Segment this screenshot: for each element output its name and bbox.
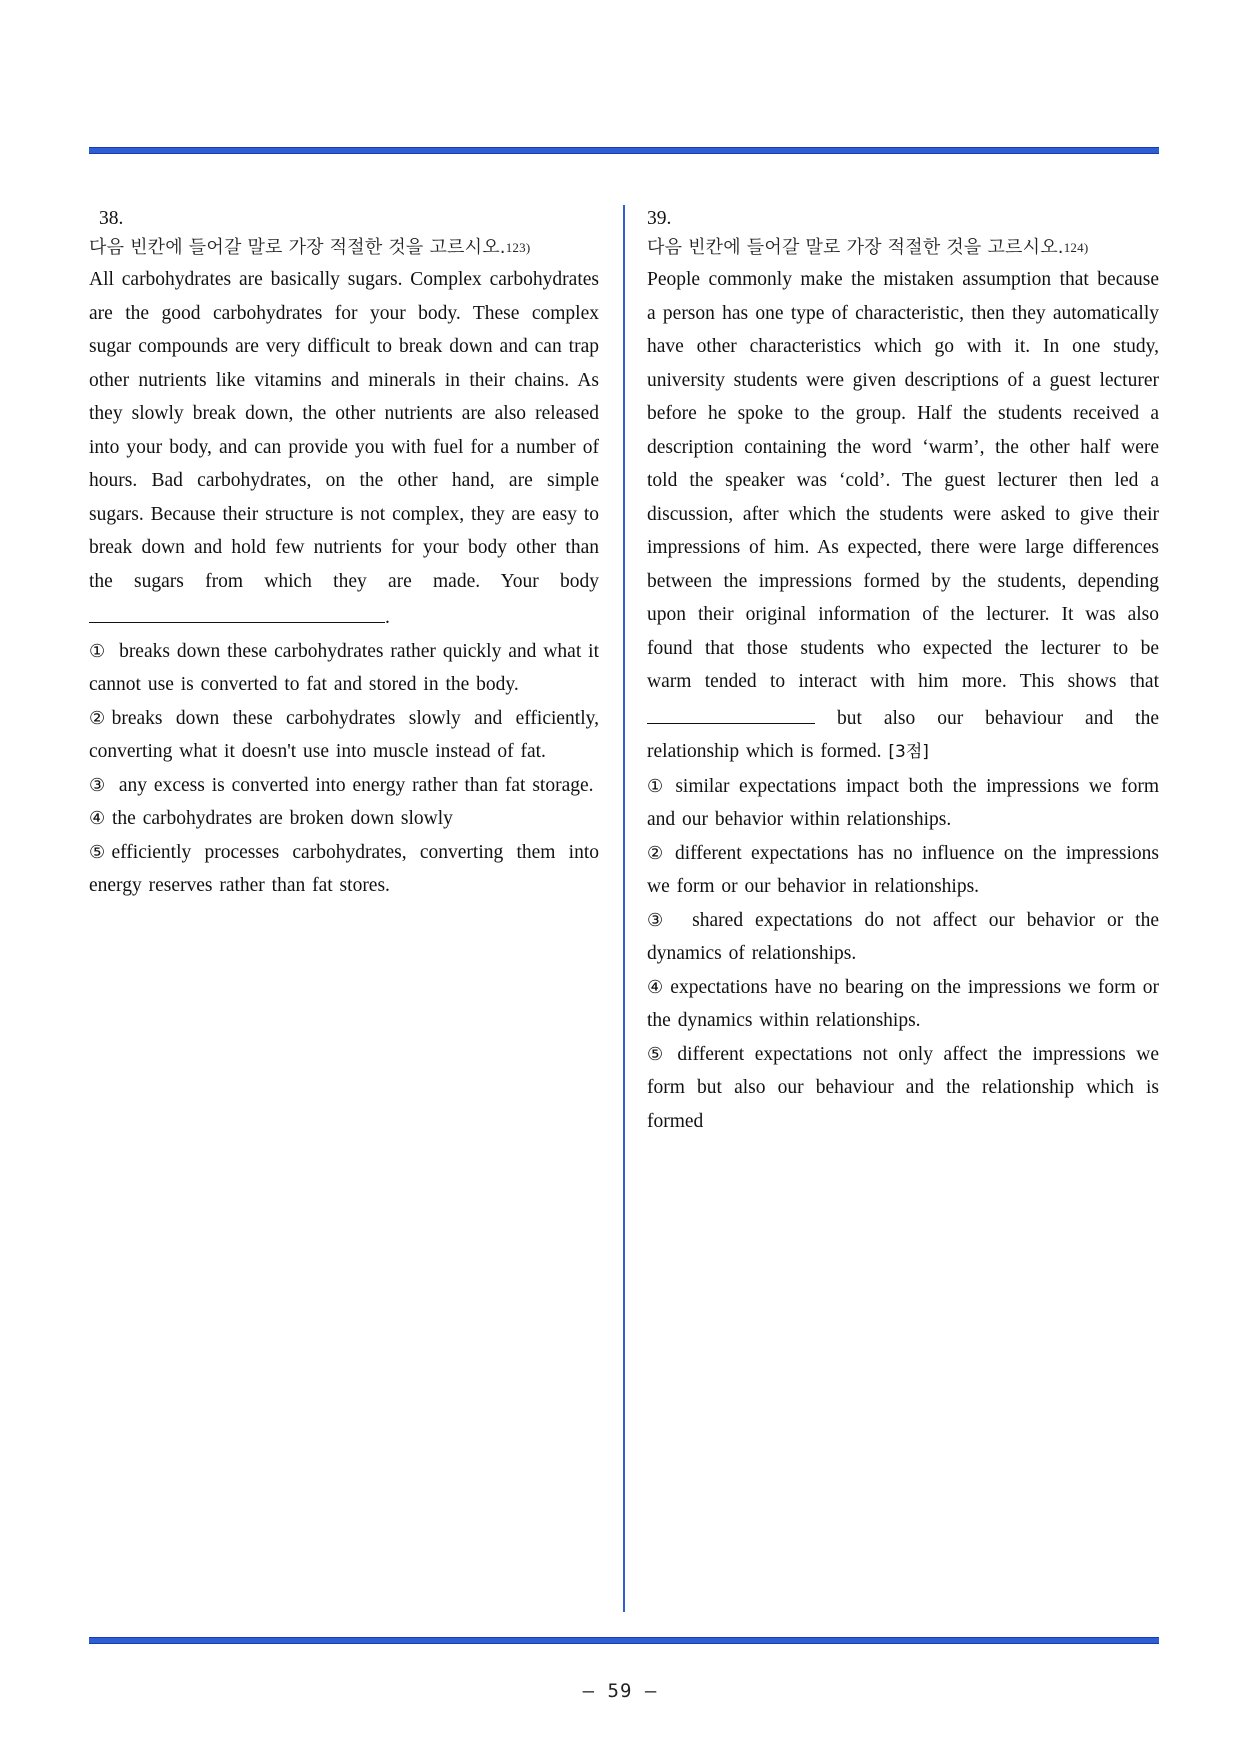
header-rule <box>89 147 1159 154</box>
choice-marker: ⑤ <box>647 1043 667 1065</box>
choice-text: breaks down these carbohydrates slowly and efficiently, converting what it doesn't use into muscle instead of fat. <box>89 707 599 762</box>
choice-text: any excess is converted into energy rather than fat storage. <box>118 774 594 796</box>
choice-text: breaks down these carbohydrates rather quickly and what it cannot use is converted to fat and stored in the body. <box>89 640 600 695</box>
choice-4[interactable] <box>89 802 599 836</box>
choice-3[interactable] <box>647 904 1159 971</box>
choice-3[interactable] <box>89 769 599 803</box>
choice-list <box>89 635 599 903</box>
choice-text: expectations have no bearing on the impressions we form or the dynamics within relationships. <box>647 976 1160 1031</box>
answer-blank <box>647 699 815 724</box>
choice-5[interactable] <box>647 1038 1159 1139</box>
choice-text: efficiently processes carbohydrates, converting them into energy reserves rather than fat stores. <box>89 841 600 896</box>
page-number: – 59 – <box>582 1680 658 1702</box>
choice-2[interactable] <box>89 702 599 769</box>
question-number: 38. <box>99 208 124 229</box>
choice-marker: ① <box>647 775 666 797</box>
choice-marker: ④ <box>647 976 664 998</box>
choice-1[interactable] <box>89 635 599 702</box>
choice-marker: ② <box>647 842 666 864</box>
choice-marker: ④ <box>89 808 106 829</box>
choice-marker: ③ <box>647 909 669 931</box>
instruction-text: 다음 빈칸에 들어갈 말로 가장 적절한 것을 고르시오. <box>89 237 506 258</box>
footer-rule <box>89 1637 1159 1644</box>
passage <box>89 263 599 635</box>
question-instruction <box>89 233 599 263</box>
passage-text: People commonly make the mistaken assumption that because a person has one type of characteristic, then they automatically have other characteristics which go with it. In one study, university students were given descriptions of a guest lecturer before he spoke to the group. Half the students received a description containing the word ‘warm’, the other half were told the speaker was ‘cold’. The guest lecturer then led a discussion, after which the students were asked to give their impressions of him. As expected, there were large differences between the impressions formed by the students, depending upon their original information of the lecturer. It was also found that those students who expected the lecturer to be warm tended to interact with him more. This shows that <box>647 269 1159 692</box>
choice-marker: ③ <box>89 774 106 796</box>
passage-text: All carbohydrates are basically sugars. Complex carbohydrates are the good carbohydrates for your body. These complex sugar compounds are very difficult to break down and can trap other nutrients like vitamins and minerals in their chains. As they slowly break down, the other nutrients are also released into your body, and can provide you with fuel for a number of hours. Bad carbohydrates, on the other hand, are simple sugars. Because their structure is not complex, they are easy to break down and hold few nutrients for your body other than the sugars from which they are made. Your body <box>89 269 599 592</box>
answer-blank <box>89 598 385 623</box>
question-number: 39. <box>647 208 672 229</box>
choice-text: the carbohydrates are broken down slowly <box>112 808 453 829</box>
choice-2[interactable] <box>647 837 1159 904</box>
blank-end: . <box>385 607 390 628</box>
footnote-ref: 123) <box>505 240 531 255</box>
question-instruction <box>647 233 1159 263</box>
choice-text: shared expectations do not affect our behavior or the dynamics of relationships. <box>647 909 1159 964</box>
choice-marker: ⑤ <box>89 841 112 863</box>
choice-marker: ② <box>89 707 112 729</box>
passage-after-blank: but also our behaviour and the relationship which is formed. <box>647 707 1159 762</box>
choice-1[interactable] <box>647 770 1159 837</box>
question-39 <box>647 205 1159 1138</box>
choice-marker: ① <box>89 640 106 662</box>
instruction-text: 다음 빈칸에 들어갈 말로 가장 적절한 것을 고르시오. <box>647 237 1064 258</box>
choice-text: different expectations not only affect the impressions we form but also our behaviour and the relationship which is formed <box>647 1043 1159 1132</box>
footnote-ref: 124) <box>1063 240 1089 255</box>
choice-list <box>647 770 1159 1139</box>
passage <box>647 263 1159 770</box>
choice-5[interactable] <box>89 836 599 903</box>
choice-text: similar expectations impact both the impressions we form and our behavior within relationships. <box>647 775 1160 830</box>
choice-text: different expectations has no influence on the impressions we form or our behavior in relationships. <box>647 842 1160 897</box>
column-divider <box>623 205 625 1612</box>
score-badge: [3점] <box>888 742 929 762</box>
choice-4[interactable] <box>647 971 1159 1038</box>
question-38 <box>89 205 599 903</box>
